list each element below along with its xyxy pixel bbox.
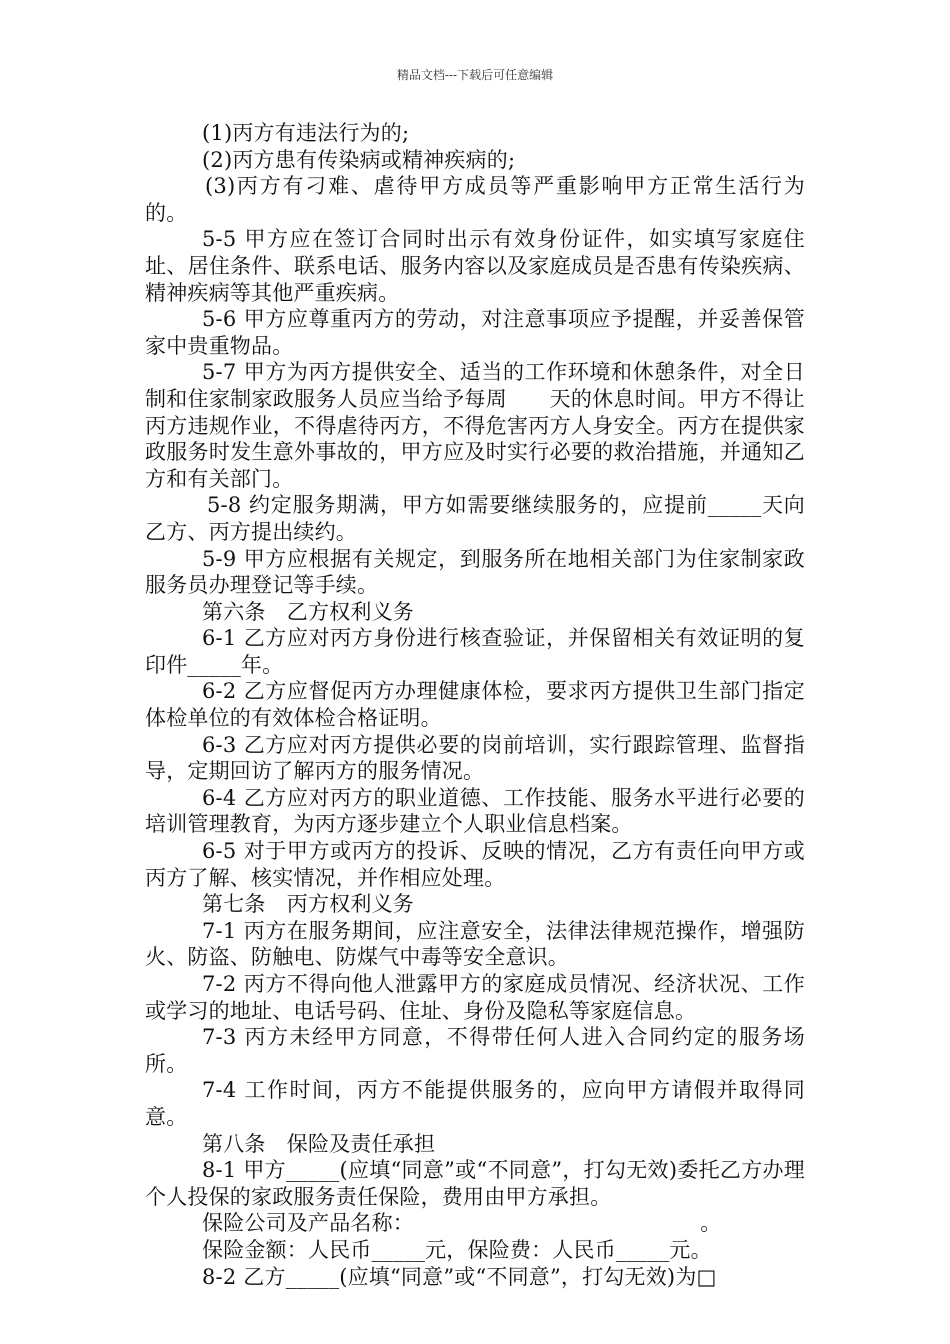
clause-6-1: 6-1 乙方应对丙方身份进行核查验证，并保留相关有效证明的复印件_____年。 <box>145 626 805 677</box>
clause-8-1: 8-1 甲方_____(应填“同意”或“不同意”，打勾无效)委托乙方办理个人投保的家政服务责任保险，费用由甲方承担。 <box>145 1158 805 1209</box>
clause-6-2: 6-2 乙方应督促丙方办理健康体检，要求丙方提供卫生部门指定体检单位的有效体检合格证明。 <box>145 679 805 731</box>
clause-5-9: 5-9 甲方应根据有关规定，到服务所在地相关部门为住家制家政服务员办理登记等手续。 <box>145 546 805 598</box>
clause-item-2: (2)丙方患有传染病或精神疾病的; <box>202 147 516 172</box>
clause-7-3: 7-3 丙方未经甲方同意，不得带任何人进入合同约定的服务场所。 <box>145 1025 805 1076</box>
insurance-company-line: 保险公司及产品名称： 。 <box>202 1211 722 1236</box>
document-body <box>145 120 805 1290</box>
clause-7-2: 7-2 丙方不得向他人泄露甲方的家庭成员情况、经济状况、工作或学习的地址、电话号码、住址、身份及隐私等家庭信息。 <box>145 972 805 1023</box>
clause-7-4: 7-4 工作时间，丙方不能提供服务的，应向甲方请假并取得同意。 <box>145 1078 805 1129</box>
article-8-heading: 第八条 保险及责任承担 <box>202 1131 436 1156</box>
insurance-amount-line: 保险金额：人民币_____元，保险费：人民币_____元。 <box>202 1237 712 1262</box>
clause-5-5: 5-5 甲方应在签订合同时出示有效身份证件，如实填写家庭住址、居住条件、联系电话、服务内容以及家庭成员是否患有传染疾病、精神疾病等其他严重疾病。 <box>145 227 805 305</box>
article-6-heading: 第六条 乙方权利义务 <box>202 599 414 624</box>
clause-5-8: 5-8 约定服务期满，甲方如需要继续服务的，应提前_____天向乙方、丙方提出续约。 <box>145 493 805 544</box>
page-header: 精品文档---下载后可任意编辑 <box>396 68 554 82</box>
clause-8-2: 8-2 乙方_____(应填“同意”或“不同意”，打勾无效)为□ <box>202 1264 717 1289</box>
clause-7-1: 7-1 丙方在服务期间，应注意安全，法律法律规范操作，增强防火、防盗、防触电、防煤气中毒等安全意识。 <box>145 918 805 970</box>
article-7-heading: 第七条 丙方权利义务 <box>202 892 414 917</box>
clause-6-4: 6-4 乙方应对丙方的职业道德、工作技能、服务水平进行必要的培训管理教育，为丙方逐步建立个人职业信息档案。 <box>145 785 805 837</box>
clause-item-3: (3)丙方有刁难、虐待甲方成员等严重影响甲方正常生活行为的。 <box>145 174 805 225</box>
clause-6-3: 6-3 乙方应对丙方提供必要的岗前培训，实行跟踪管理、监督指导，定期回访了解丙方的服务情况。 <box>145 732 805 784</box>
clause-6-5: 6-5 对于甲方或丙方的投诉、反映的情况，乙方有责任向甲方或丙方了解、核实情况，并作相应处理。 <box>145 839 805 890</box>
clause-item-1: (1)丙方有违法行为的; <box>202 121 410 145</box>
clause-5-6: 5-6 甲方应尊重丙方的劳动，对注意事项应予提醒，并妥善保管家中贵重物品。 <box>145 307 805 358</box>
clause-5-7: 5-7 甲方为丙方提供安全、适当的工作环境和休憩条件，对全日制和住家制家政服务人员应当给予每周 天的休息时间。甲方不得让丙方违规作业，不得虐待丙方，不得危害丙方人身安全。丙方在提供家政服务时发生意外事故的，甲方应及时实行必要的救治措施，并通知乙方和有关部门。 <box>145 360 805 491</box>
